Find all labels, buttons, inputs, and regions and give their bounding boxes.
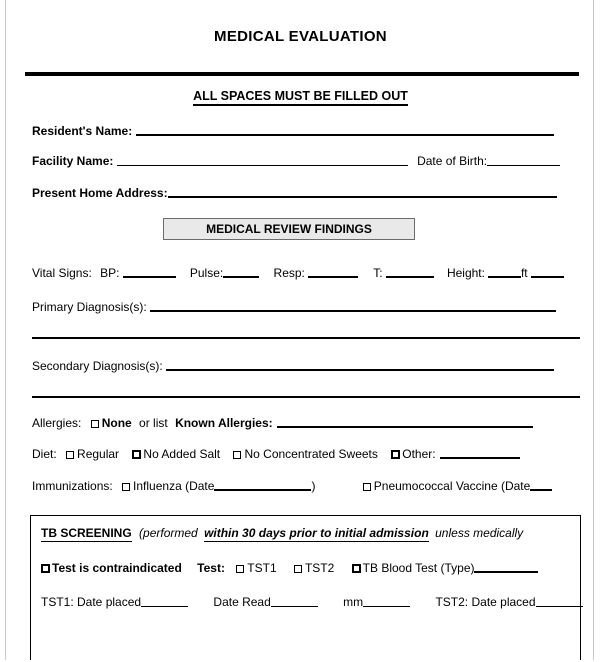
- medical-review-findings-label: MEDICAL REVIEW FINDINGS: [206, 222, 372, 236]
- vital-signs-row: [32, 264, 564, 280]
- tb-contraindicated-label: Test is contraindicated: [52, 561, 182, 575]
- immunization-influenza-label: Influenza (Date: [133, 479, 215, 493]
- immunization-influenza-checkbox[interactable]: [122, 479, 214, 493]
- checkbox-icon: [91, 420, 99, 428]
- checkbox-icon: [122, 483, 130, 491]
- tb-test-option-tst2[interactable]: [294, 561, 334, 575]
- immunization-pneumococcal-checkbox[interactable]: [363, 479, 531, 493]
- known-allergies-label: Known Allergies:: [175, 416, 273, 430]
- primary-diagnosis-input[interactable]: [150, 298, 556, 312]
- diet-option-no-concentrated-sweets[interactable]: [233, 447, 377, 461]
- facility-name-label: Facility Name:: [32, 154, 114, 168]
- height-label: Height:: [446, 266, 485, 280]
- diet-row: [32, 445, 520, 461]
- tb-test-label: Test:: [197, 561, 225, 575]
- checkbox-icon: [391, 450, 400, 459]
- facility-name-input[interactable]: [117, 153, 408, 166]
- checkbox-icon: [294, 565, 302, 573]
- diet-option-regular[interactable]: [66, 447, 119, 461]
- allergies-conjunction: or list: [139, 416, 168, 430]
- mm-label: mm: [343, 595, 364, 609]
- form-subtitle-text: ALL SPACES MUST BE FILLED OUT: [193, 89, 408, 106]
- secondary-diagnosis-input[interactable]: [166, 357, 554, 371]
- pulse-label: Pulse:: [189, 266, 224, 280]
- tst2-date-placed-label: TST2: Date placed: [435, 595, 536, 609]
- tb-screening-note-emphasis: within 30 days prior to initial admission: [204, 526, 429, 540]
- date-of-birth-input[interactable]: [487, 153, 560, 166]
- title-divider: [25, 72, 579, 76]
- checkbox-icon: [363, 483, 371, 491]
- tst2-date-placed-input[interactable]: [536, 594, 583, 607]
- checkbox-icon: [352, 564, 361, 573]
- pulse-input[interactable]: [223, 264, 259, 278]
- height-feet-input[interactable]: [488, 264, 521, 278]
- allergies-label: Allergies:: [32, 416, 82, 430]
- vital-signs-label: Vital Signs:: [32, 266, 92, 280]
- form-page: [5, 0, 594, 660]
- present-home-address-input[interactable]: [168, 184, 557, 198]
- tb-test-options-row: [41, 559, 538, 575]
- tb-screening-note-open: (performed: [139, 526, 198, 540]
- date-read-input[interactable]: [271, 594, 318, 607]
- form-subtitle: [6, 89, 594, 103]
- primary-diagnosis-input-line2[interactable]: [32, 337, 580, 339]
- diet-option-other[interactable]: [391, 447, 435, 461]
- allergies-none-label: None: [101, 416, 132, 430]
- influenza-date-input[interactable]: [214, 477, 311, 491]
- tb-blood-test-type-input[interactable]: [474, 559, 538, 573]
- checkbox-icon: [41, 564, 50, 573]
- influenza-paren-close: ): [311, 479, 316, 493]
- primary-diagnosis-label: Primary Diagnosis(s):: [32, 300, 147, 314]
- secondary-diagnosis-input-line2[interactable]: [32, 396, 580, 398]
- medical-review-findings-header: [163, 218, 415, 240]
- diet-option-no-added-salt[interactable]: [132, 447, 220, 461]
- secondary-diagnosis-label: Secondary Diagnosis(s):: [32, 359, 163, 373]
- tb-contraindicated-checkbox[interactable]: [41, 561, 182, 575]
- tb-screening-heading: TB SCREENING: [41, 526, 132, 540]
- bp-input[interactable]: [123, 264, 176, 278]
- immunizations-label: Immunizations:: [32, 479, 113, 493]
- resp-label: Resp:: [273, 266, 305, 280]
- checkbox-icon: [233, 451, 241, 459]
- tb-screening-note-tail: unless medically: [435, 526, 524, 540]
- tb-test-option-tst1[interactable]: [236, 561, 276, 575]
- diet-option-no-concentrated-sweets-label: No Concentrated Sweets: [244, 447, 378, 461]
- diet-label: Diet:: [32, 447, 57, 461]
- tst1-date-placed-label: TST1: Date placed: [41, 595, 142, 609]
- present-home-address-label: Present Home Address:: [32, 186, 168, 200]
- tb-test-option-tst1-label: TST1: [247, 561, 277, 575]
- height-inches-input[interactable]: [531, 264, 564, 278]
- checkbox-icon: [66, 451, 74, 459]
- tb-test-option-blood-test[interactable]: [352, 561, 475, 575]
- bp-label: BP:: [100, 266, 120, 280]
- checkbox-icon: [132, 450, 141, 459]
- temperature-label: T:: [373, 266, 383, 280]
- tb-test-option-tst2-label: TST2: [304, 561, 335, 575]
- secondary-diagnosis-row: [32, 357, 554, 373]
- tb-dates-row: [41, 594, 583, 609]
- diet-option-regular-label: Regular: [77, 447, 120, 461]
- height-unit-label: ft: [520, 266, 528, 280]
- diet-option-no-added-salt-label: No Added Salt: [143, 447, 221, 461]
- mm-input[interactable]: [363, 594, 410, 607]
- checkbox-icon: [236, 565, 244, 573]
- resp-input[interactable]: [308, 264, 358, 278]
- temperature-input[interactable]: [386, 264, 434, 278]
- primary-diagnosis-row: [32, 298, 556, 314]
- resident-name-label: Resident's Name:: [32, 124, 133, 138]
- allergies-none-checkbox[interactable]: [91, 416, 102, 430]
- page-title: MEDICAL EVALUATION: [214, 28, 387, 45]
- diet-option-other-label: Other:: [402, 447, 436, 461]
- tb-screening-heading-row: [41, 526, 523, 540]
- resident-name-row: [32, 122, 554, 138]
- facility-name-row: [32, 153, 560, 168]
- date-read-label: Date Read: [213, 595, 271, 609]
- resident-name-input[interactable]: [136, 122, 554, 136]
- immunization-pneumococcal-label: Pneumococcal Vaccine (Date: [373, 479, 531, 493]
- present-home-address-row: [32, 184, 557, 200]
- immunizations-row: [32, 477, 552, 493]
- allergies-row: [32, 414, 533, 430]
- diet-other-input[interactable]: [440, 445, 520, 459]
- tb-test-option-blood-test-label: TB Blood Test (Type): [362, 561, 475, 575]
- date-of-birth-label: Date of Birth:: [417, 154, 488, 168]
- pneumococcal-date-input[interactable]: [530, 477, 552, 491]
- tb-screening-section: [30, 515, 581, 660]
- tst1-date-placed-input[interactable]: [141, 594, 188, 607]
- known-allergies-input[interactable]: [277, 414, 533, 428]
